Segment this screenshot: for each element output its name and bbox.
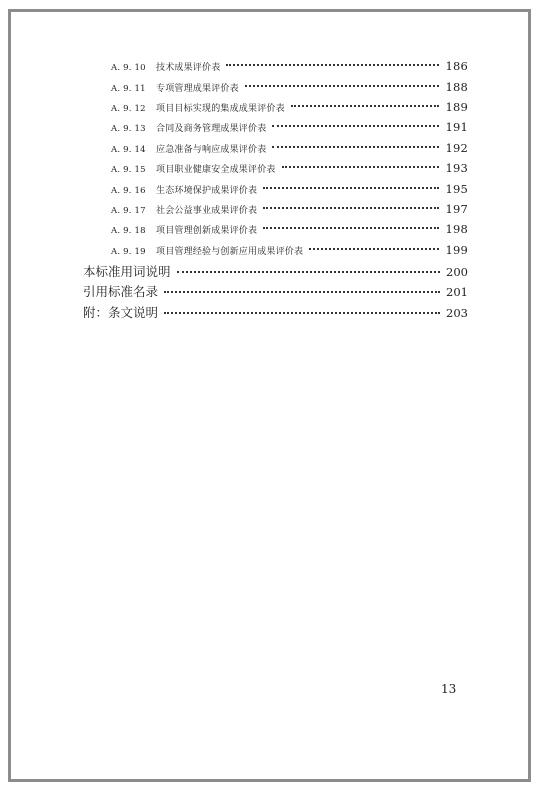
dot-leader [226,64,439,66]
toc-entry-title: 本标准用词说明 [83,264,171,279]
toc-entry-number: A. 9. 17 [111,206,146,216]
dot-leader [263,227,439,229]
toc-entry-number: A. 9. 16 [111,186,146,196]
toc-entry-page: 191 [445,120,468,134]
toc-entry-number: A. 9. 15 [111,165,146,175]
document-page [8,9,531,782]
toc-entry[interactable] [111,141,468,155]
dot-leader [291,105,440,107]
toc-entry-title: 引用标准名录 [83,284,159,299]
toc-main-entry[interactable] [83,303,468,321]
toc-entry-page: 197 [445,202,468,216]
dot-leader [272,146,439,148]
toc-entry[interactable] [111,59,468,73]
dot-leader [177,271,440,273]
toc-entry[interactable] [111,100,468,114]
toc-entry-number: A. 9. 13 [111,124,146,134]
toc-entry[interactable] [111,202,468,216]
toc-entry-title: 专项管理成果评价表 [156,84,239,94]
toc-entry[interactable] [111,80,468,94]
toc-entry[interactable] [111,120,468,134]
toc-entry-page: 199 [445,243,468,257]
page-number: 13 [441,682,457,696]
dot-leader [263,187,439,189]
toc-entry-page: 195 [445,182,468,196]
toc-entry-page: 200 [446,265,468,279]
toc-entry[interactable] [111,161,468,175]
toc-entry-title: 附：条文说明 [83,305,159,320]
toc-entry-number: A. 9. 14 [111,145,146,155]
toc-main-entry[interactable] [83,282,468,300]
toc-entry-page: 193 [445,161,468,175]
dot-leader [164,312,440,314]
toc-entry-page: 189 [445,100,468,114]
toc-entry-page: 188 [445,80,468,94]
toc-entry-title: 生态环境保护成果评价表 [156,186,258,196]
dot-leader [282,166,440,168]
toc-entry-title: 项目管理经验与创新应用成果评价表 [156,247,304,257]
toc-entry-number: A. 9. 11 [111,84,146,94]
toc-entry-number: A. 9. 19 [111,247,146,257]
toc-entry-page: 203 [446,306,468,320]
dot-leader [245,85,440,87]
toc-entry-number: A. 9. 18 [111,226,146,236]
toc-main-entry[interactable] [83,262,468,280]
toc-entry-page: 192 [445,141,468,155]
toc-entry-page: 201 [446,285,468,299]
toc-entry-title: 社会公益事业成果评价表 [156,206,258,216]
toc-entry-page: 198 [445,222,468,236]
toc-entry-number: A. 9. 10 [111,63,146,73]
dot-leader [263,207,439,209]
toc-entry[interactable] [111,222,468,236]
toc-entry[interactable] [111,243,468,257]
toc-entry-title: 项目职业健康安全成果评价表 [156,165,276,175]
dot-leader [272,125,439,127]
toc-entry-title: 项目目标实现的集成成果评价表 [156,104,285,114]
toc-entry-title: 项目管理创新成果评价表 [156,226,258,236]
dot-leader [164,291,440,293]
toc-entry-number: A. 9. 12 [111,104,146,114]
toc-entry[interactable] [111,182,468,196]
toc-entry-title: 技术成果评价表 [156,63,221,73]
toc-entry-page: 186 [445,59,468,73]
toc-entry-title: 合同及商务管理成果评价表 [156,124,267,134]
dot-leader [309,248,439,250]
toc-entry-title: 应急准备与响应成果评价表 [156,145,267,155]
